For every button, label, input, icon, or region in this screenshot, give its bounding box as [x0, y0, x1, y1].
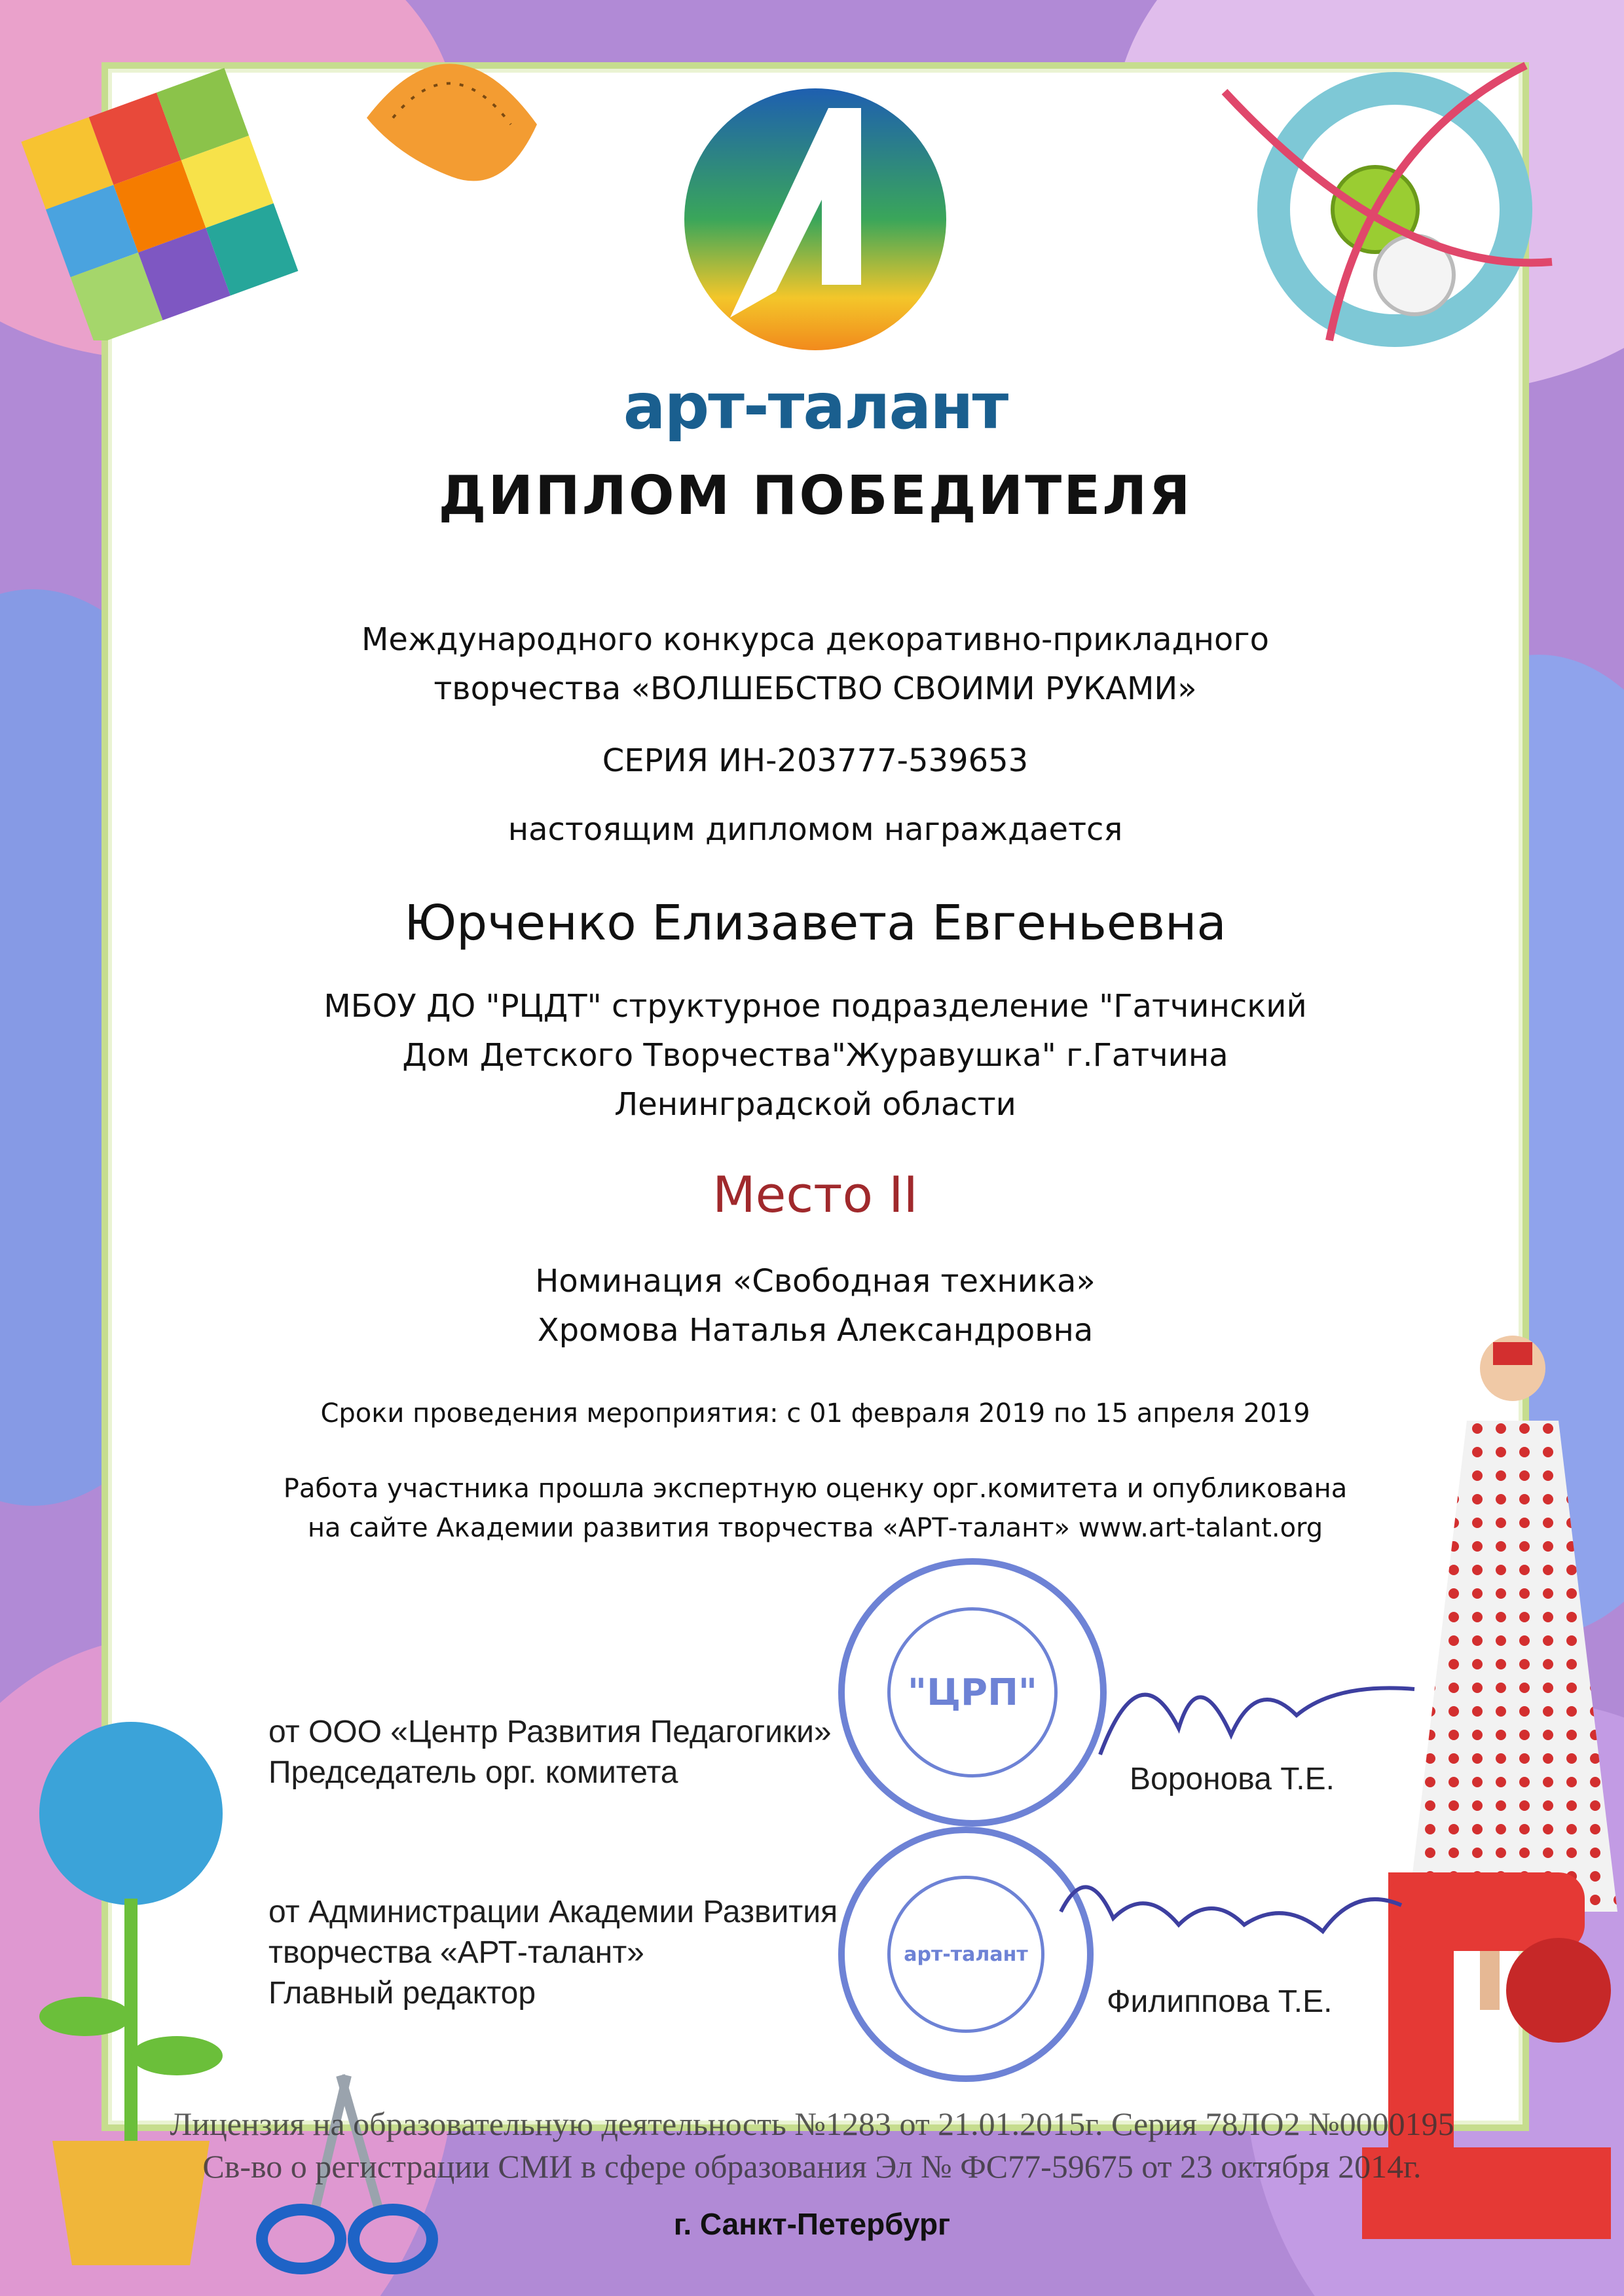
awarded-text: настоящим дипломом награждается — [507, 811, 1123, 848]
supervisor-name: Хромова Наталья Александровна — [537, 1312, 1094, 1349]
signatory-2-line-2: творчества «АРТ-талант» — [268, 1935, 644, 1970]
signatory-2-line-3: Главный редактор — [268, 1976, 536, 2011]
recipient-name: Юрченко Елизавета Евгеньевна — [404, 895, 1227, 951]
series-number: СЕРИЯ ИН-203777-539653 — [602, 742, 1029, 779]
art-talant-stamp-center: арт-талант — [887, 1876, 1044, 2033]
crp-stamp-center: "ЦРП" — [887, 1607, 1058, 1777]
art-talant-logo — [623, 69, 1008, 443]
signature-voronova — [1087, 1637, 1428, 1781]
signature-filippova — [1048, 1859, 1414, 1977]
organization-line-3: Ленинградской области — [614, 1086, 1016, 1123]
contest-line-1: Международного конкурса декоративно-прикладного — [361, 621, 1269, 658]
event-dates: Сроки проведения мероприятия: с 01 февраля 2019 по 15 апреля 2019 — [320, 1398, 1310, 1429]
place-award: Место II — [712, 1165, 918, 1224]
license-line-2: Св-во о регистрации СМИ в сфере образования Эл № ФС77-59675 от 23 октября 2014г. — [202, 2148, 1422, 2185]
signatory-1-name: Воронова Т.Е. — [1130, 1762, 1335, 1796]
city: г. Санкт-Петербург — [673, 2207, 951, 2241]
crp-stamp — [838, 1558, 1107, 1827]
publication-line-2: на сайте Академии развития творчества «АРТ-талант» www.art-talant.org — [307, 1513, 1323, 1543]
contest-line-2: творчества «ВОЛШЕБСТВО СВОИМИ РУКАМИ» — [434, 670, 1197, 707]
organization-line-1: МБОУ ДО "РЦДТ" структурное подразделение "Гатчинский — [323, 988, 1307, 1025]
nomination: Номинация «Свободная техника» — [535, 1263, 1096, 1300]
signatory-2-block — [268, 1892, 838, 2014]
signatory-1-line-1: от ООО «Центр Развития Педагогики» — [268, 1715, 832, 1749]
signatory-2-name: Филиппова Т.Е. — [1107, 1984, 1333, 2019]
organization-line-2: Дом Детского Творчества"Журавушка" г.Гатчина — [402, 1037, 1228, 1074]
signatory-1-block — [268, 1712, 832, 1793]
logo-brand-text: арт-талант — [623, 370, 1008, 443]
diploma-title: ДИПЛОМ ПОБЕДИТЕЛЯ — [438, 465, 1192, 527]
signatory-1-line-2: Председатель орг. комитета — [268, 1755, 678, 1790]
publication-line-1: Работа участника прошла экспертную оценку орг.комитета и опубликована — [283, 1474, 1348, 1504]
license-line-1: Лицензия на образовательную деятельность №1283 от 21.01.2015г. Серия 78ЛО2 №0000195 — [170, 2105, 1454, 2142]
signatory-2-line-1: от Администрации Академии Развития — [268, 1895, 838, 1929]
